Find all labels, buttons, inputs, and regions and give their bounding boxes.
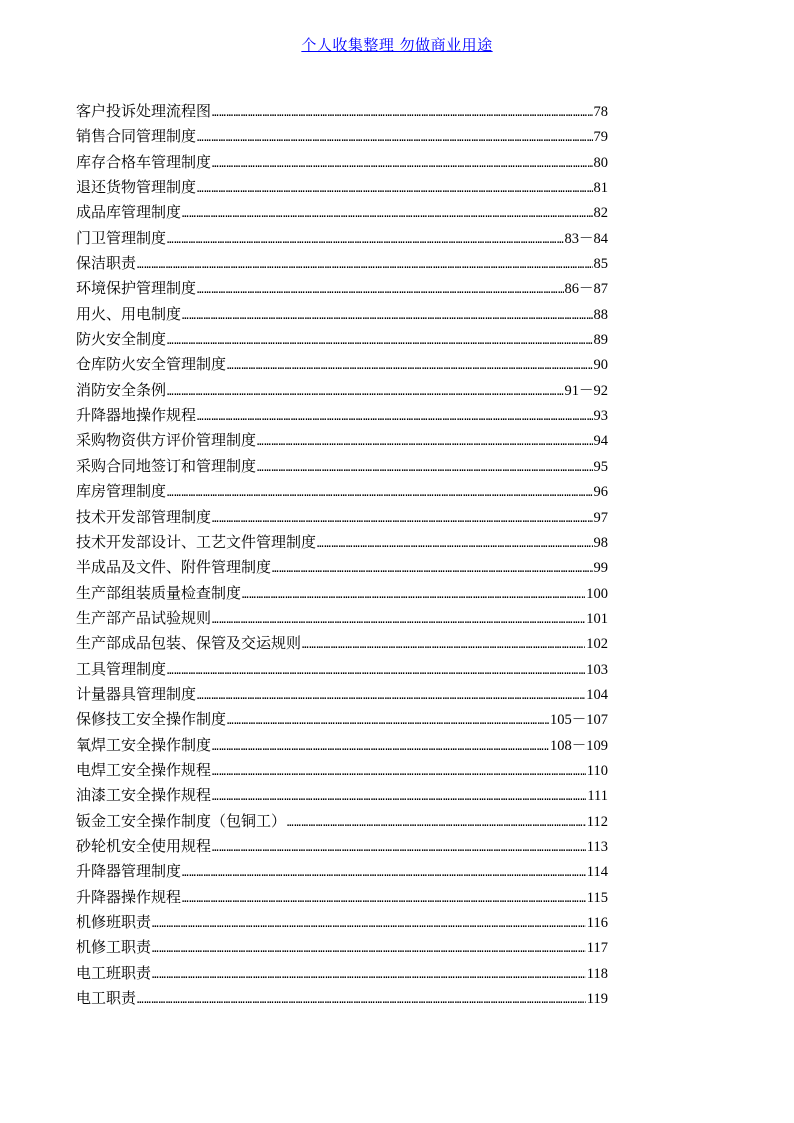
toc-entry-title: 仓库防火安全管理制度	[76, 355, 227, 374]
toc-entry-page-number: 105－107	[550, 712, 608, 729]
toc-dot-leader	[152, 911, 586, 935]
toc-entry-page-number: 79	[593, 129, 608, 146]
toc-dot-leader	[197, 404, 592, 428]
header-link[interactable]: 个人收集整理 勿做商业用途	[301, 36, 493, 54]
toc-entry-title: 钣金工安全操作制度（包铜工）	[76, 811, 287, 830]
toc-entry[interactable]	[76, 606, 608, 631]
toc-entry-page-number: 86－87	[564, 281, 608, 298]
toc-entry[interactable]	[76, 581, 608, 606]
toc-entry[interactable]	[76, 986, 608, 1011]
toc-entry-title: 升降器管理制度	[76, 862, 182, 881]
toc-entry-page-number: 115	[586, 889, 608, 906]
toc-entry-page-number: 93	[593, 408, 608, 425]
toc-entry[interactable]	[76, 226, 608, 251]
toc-entry[interactable]	[76, 555, 608, 580]
toc-dot-leader	[212, 759, 586, 783]
toc-dot-leader	[212, 506, 592, 530]
toc-entry-page-number: 100	[586, 585, 608, 602]
toc-entry[interactable]	[76, 961, 608, 986]
toc-dot-leader	[212, 835, 586, 859]
toc-entry[interactable]	[76, 834, 608, 859]
toc-entry-title: 库存合格车管理制度	[76, 152, 212, 171]
toc-dot-leader	[167, 227, 563, 251]
toc-entry[interactable]	[76, 428, 608, 453]
toc-dot-leader	[317, 531, 592, 555]
toc-entry-title: 工具管理制度	[76, 659, 167, 678]
toc-entry[interactable]	[76, 352, 608, 377]
toc-entry-page-number: 80	[593, 154, 608, 171]
toc-entry[interactable]	[76, 99, 608, 124]
toc-entry-page-number: 88	[593, 306, 608, 323]
toc-entry[interactable]	[76, 631, 608, 656]
toc-dot-leader	[227, 353, 592, 377]
toc-dot-leader	[167, 658, 585, 682]
toc-entry-page-number: 119	[586, 991, 608, 1008]
toc-entry-title: 消防安全条例	[76, 380, 167, 399]
toc-dot-leader	[182, 860, 586, 884]
toc-dot-leader	[212, 100, 592, 124]
toc-entry-title: 保修技工安全操作制度	[76, 710, 227, 729]
toc-entry-title: 机修工职责	[76, 938, 152, 957]
toc-dot-leader	[182, 303, 592, 327]
toc-entry-page-number: 91－92	[564, 382, 608, 399]
toc-entry-page-number: 99	[593, 560, 608, 577]
toc-entry-title: 氧焊工安全操作制度	[76, 735, 212, 754]
toc-entry[interactable]	[76, 175, 608, 200]
toc-entry-title: 门卫管理制度	[76, 228, 167, 247]
toc-entry[interactable]	[76, 935, 608, 960]
toc-entry-page-number: 117	[586, 940, 608, 957]
toc-entry-title: 砂轮机安全使用规程	[76, 836, 212, 855]
toc-entry-page-number: 114	[586, 864, 608, 881]
toc-entry[interactable]	[76, 910, 608, 935]
toc-entry[interactable]	[76, 859, 608, 884]
toc-entry-page-number: 102	[586, 636, 608, 653]
toc-dot-leader	[242, 582, 585, 606]
toc-dot-leader	[257, 455, 592, 479]
toc-entry-page-number: 111	[587, 788, 608, 805]
toc-entry[interactable]	[76, 809, 608, 834]
toc-entry-title: 机修班职责	[76, 913, 152, 931]
toc-dot-leader	[197, 683, 585, 707]
toc-entry-page-number: 108－109	[550, 737, 608, 754]
toc-dot-leader	[257, 429, 592, 453]
toc-entry-page-number: 89	[593, 332, 608, 349]
toc-entry-page-number: 112	[586, 813, 608, 830]
toc-entry[interactable]	[76, 251, 608, 276]
toc-entry-page-number: 98	[593, 534, 608, 551]
toc-entry[interactable]	[76, 124, 608, 149]
toc-entry-page-number: 101	[586, 610, 608, 627]
toc-entry-page-number: 90	[593, 357, 608, 374]
toc-dot-leader	[197, 125, 592, 149]
toc-entry-page-number: 118	[586, 965, 608, 982]
toc-entry-title: 油漆工安全操作规程	[76, 786, 212, 805]
toc-entry-title: 销售合同管理制度	[76, 127, 197, 146]
toc-entry-title: 生产部组装质量检查制度	[76, 583, 242, 602]
toc-entry-title: 环境保护管理制度	[76, 279, 197, 298]
toc-entry-title: 升降器操作规程	[76, 887, 182, 906]
toc-entry-title: 电焊工安全操作规程	[76, 760, 212, 779]
toc-dot-leader	[197, 277, 563, 301]
toc-dot-leader	[212, 784, 586, 808]
toc-entry-title: 计量器具管理制度	[76, 684, 197, 703]
toc-dot-leader	[272, 556, 592, 580]
toc-dot-leader	[167, 480, 592, 504]
toc-entry[interactable]	[76, 403, 608, 428]
toc-entry[interactable]	[76, 707, 608, 732]
toc-entry[interactable]	[76, 530, 608, 555]
toc-dot-leader	[137, 987, 586, 1011]
toc-entry[interactable]	[76, 378, 608, 403]
toc-dot-leader	[182, 201, 592, 225]
toc-entry-page-number: 97	[593, 509, 608, 526]
toc-entry-page-number: 104	[586, 686, 608, 703]
toc-entry[interactable]	[76, 327, 608, 352]
toc-dot-leader	[212, 151, 592, 175]
toc-entry[interactable]	[76, 302, 608, 327]
toc-entry-title: 用火、用电制度	[76, 304, 182, 323]
toc-entry-title: 技术开发部设计、工艺文件管理制度	[76, 532, 317, 551]
toc-entry-title: 客户投诉处理流程图	[76, 102, 212, 120]
toc-entry-page-number: 81	[593, 180, 608, 197]
toc-entry-page-number: 113	[586, 838, 608, 855]
toc-entry[interactable]	[76, 657, 608, 682]
toc-entry-title: 电工班职责	[76, 963, 152, 982]
toc-entry-title: 成品库管理制度	[76, 203, 182, 222]
toc-entry-title: 退还货物管理制度	[76, 178, 197, 197]
toc-dot-leader	[287, 810, 586, 834]
toc-entry-title: 半成品及文件、附件管理制度	[76, 558, 272, 577]
toc-dot-leader	[227, 708, 549, 732]
toc-entry-page-number: 82	[593, 205, 608, 222]
toc-entry-title: 库房管理制度	[76, 482, 167, 501]
toc-dot-leader	[212, 734, 549, 758]
toc-dot-leader	[212, 607, 585, 631]
page-header	[0, 36, 794, 54]
toc-entry[interactable]	[76, 276, 608, 301]
toc-entry-page-number: 94	[593, 433, 608, 450]
toc-entry-title: 电工职责	[76, 989, 137, 1008]
toc-entry-title: 采购物资供方评价管理制度	[76, 431, 257, 450]
toc-entry-title: 生产部成品包装、保管及交运规则	[76, 634, 302, 653]
toc-entry[interactable]	[76, 885, 608, 910]
toc-dot-leader	[152, 936, 586, 960]
toc-entry[interactable]	[76, 783, 608, 808]
toc-entry-page-number: 95	[593, 458, 608, 475]
toc-entry-page-number: 116	[586, 915, 608, 931]
toc-entry-title: 生产部产品试验规则	[76, 608, 212, 627]
toc-dot-leader	[167, 328, 592, 352]
toc-entry[interactable]	[76, 505, 608, 530]
toc-dot-leader	[182, 886, 586, 910]
table-of-contents	[76, 99, 608, 1011]
toc-entry[interactable]	[76, 758, 608, 783]
toc-dot-leader	[197, 176, 592, 200]
toc-dot-leader	[302, 632, 585, 656]
toc-entry[interactable]	[76, 200, 608, 225]
toc-entry[interactable]	[76, 733, 608, 758]
toc-dot-leader	[167, 379, 563, 403]
toc-entry-page-number: 85	[593, 256, 608, 273]
toc-entry-title: 防火安全制度	[76, 330, 167, 349]
toc-entry-title: 保洁职责	[76, 254, 137, 273]
toc-dot-leader	[137, 252, 592, 276]
toc-entry-page-number: 83－84	[564, 230, 608, 247]
toc-entry-page-number: 78	[593, 104, 608, 120]
toc-entry[interactable]	[76, 454, 608, 479]
toc-entry[interactable]	[76, 682, 608, 707]
toc-entry-page-number: 103	[586, 661, 608, 678]
toc-entry-title: 技术开发部管理制度	[76, 507, 212, 526]
toc-entry[interactable]	[76, 479, 608, 504]
toc-dot-leader	[152, 962, 586, 986]
toc-entry-title: 采购合同地签订和管理制度	[76, 456, 257, 475]
toc-entry[interactable]	[76, 150, 608, 175]
toc-entry-title: 升降器地操作规程	[76, 406, 197, 425]
toc-entry-page-number: 110	[586, 762, 608, 779]
toc-entry-page-number: 96	[593, 484, 608, 501]
